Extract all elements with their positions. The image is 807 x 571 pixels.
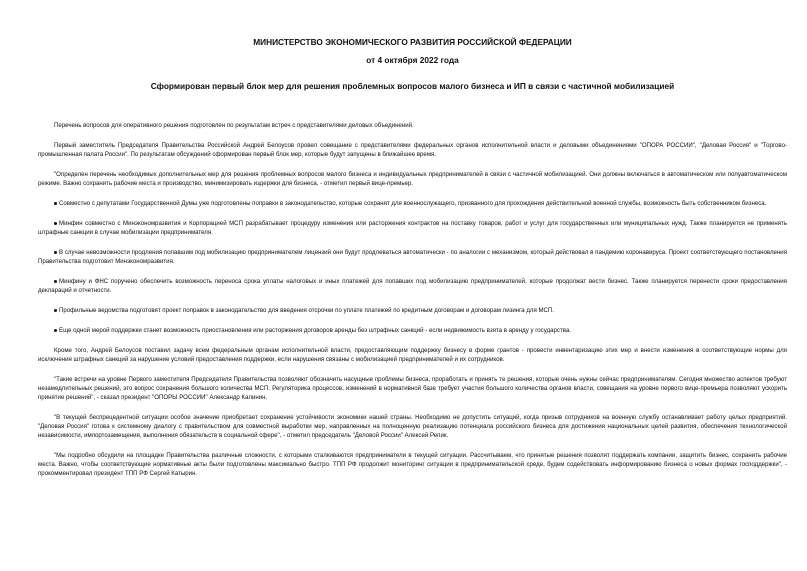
bullet-paragraph: Минфину и ФНС поручено обеспечить возможность переноса срока уплаты налоговых и иных платежей для попавших под мобилизацию предпринимателей, которые продолжат вести бизнес. Также планируется перенести сроки предоставления деклараций и отчетности. xyxy=(38,278,787,294)
ministry-heading: МИНИСТЕРСТВО ЭКОНОМИЧЕСКОГО РАЗВИТИЯ РОССИЙСКОЙ ФЕДЕРАЦИИ xyxy=(253,37,572,47)
paragraph: "Определен перечень необходимых дополнительных мер для решения проблемных вопросов малого бизнеса и индивидуальных предпринимателей в связи с частичной мобилизацией. Они должны включаться в автоматическом или полуавтоматическом режиме. Важно сохранить рабочие места и производство, минимизировать издержки для бизнеса, - отметил первый вице-премьер. xyxy=(38,171,787,187)
bullet-icon xyxy=(54,202,57,205)
paragraph: Перечень вопросов для оперативного решения подготовлен по результатам встреч с представителями деловых объединений. xyxy=(54,122,414,129)
bullet-icon xyxy=(54,329,57,332)
document-title: Сформирован первый блок мер для решения проблемных вопросов малого бизнеса и ИП в связи с частичной мобилизацией xyxy=(150,81,675,91)
bullet-icon xyxy=(54,280,57,283)
quote-paragraph: "Мы подробно обсудили на площадке Правительства различные сложности, с которыми сталкиваются предприниматели в текущей ситуации. Рассчитываем, что принятые решения позволят поддержать компании, защитить бизнес, сохранить рабочие места. Важно, чтобы соответствующие нормативные акты были подготовлены максимально быстро. ТПП РФ продолжит мониторинг ситуации в предпринимательской среде, будем содействовать информированию бизнеса о новых формах господдержки", - прокомментировал президент ТПП РФ Сергей Катырин. xyxy=(38,452,787,477)
document-date: от 4 октября 2022 года xyxy=(366,55,459,65)
paragraph: Кроме того, Андрей Белоусов поставил задачу всем федеральным органам исполнительной власти, предоставляющим поддержку бизнесу в форме грантов - провести инвентаризацию этих мер и внести изменения в соответствующие нормы для исключения штрафных санкций за нарушение условий предоставления поддержки, если нарушения связаны с мобилизацией предпринимателей и их сотрудников. xyxy=(38,347,787,363)
quote-paragraph: "Такие встречи на уровне Первого заместителя Председателя Правительства позволяют обозначить насущные проблемы бизнеса, проработать и принять те решения, которые очень нужны сейчас предпринимателям. Сегодня множество аспектов требуют незамедлительных решений, это вопрос сохранения большого количества МСП. Регуляторика процессов, изменений в нормативной базе требует участия большого количества органов власти, совещания на уровне первого вице-премьера позволяют ускорить принятие решений", - сказал президент "ОПОРЫ РОССИИ" Александр Калинин. xyxy=(38,376,787,401)
document-body xyxy=(38,121,787,478)
paragraph: Первый заместитель Председателя Правительства Российской Андрей Белоусов провел совещание с представителями федеральных органов исполнительной власти и деловыми объединениями "ОПОРА РОССИИ", "Деловая Россия" и "Торгово-промышленная палата России". По результатам обсуждений сформирован первый блок мер, которые будут запущены в ближайшее время. xyxy=(38,142,787,158)
bullet-paragraph: Профильные ведомства подготовят проект поправок в законодательство для введения отсрочки по уплате платежей по кредитным договорам и договорам лизинга для МСП. xyxy=(38,306,787,315)
bullet-paragraph: Совместно с депутатами Государственной Думы уже подготовлены поправки в законодательство, которые сохранят для военнослужащего, призванного для прохождения действительной военной службы, возможность быть собственником бизнеса. xyxy=(38,199,787,208)
bullet-icon xyxy=(54,309,57,312)
bullet-paragraph: Минфин совместно с Минэкономразвития и Корпорацией МСП разрабатывает процедуру изменения или расторжения контрактов на поставку товаров, работ и услуг для государственных или муниципальных нужд. Также планируется не применять штрафные санкции в случае мобилизации предпринимателя. xyxy=(38,220,787,236)
bullet-paragraph: Еще одной мерой поддержки станет возможность приостановления или расторжения договоров аренды без штрафных санкций - если недвижимость взята в аренду у государства. xyxy=(38,326,787,335)
bullet-paragraph: В случае невозможности продления попавшим под мобилизацию предпринимателем лицензий они будут продлеваться автоматически - по аналогии с механизмом, который действовал в пандемию коронавируса. Проект соответствующего постановления Правительства подготовит Минэкономразвития. xyxy=(38,249,787,265)
bullet-icon xyxy=(54,222,57,225)
quote-paragraph: "В текущей беспрецедентной ситуации особое значение приобретает сохранение устойчивости экономики нашей страны. Необходимо не допустить ситуаций, когда призыв сотрудников на военную службу останавливает работу целых предприятий. "Деловая Россия" готова к системному диалогу с правительством для совместной выработки мер, направленных на полноценную реализацию потенциала российского бизнеса для достижения национальных целей развития, обеспечения технологической независимости, импортозамещения, выполнения обязательств в социальной сфере", - отметил председатель "Деловой России" Алексей Репик. xyxy=(38,414,787,439)
bullet-icon xyxy=(54,251,57,254)
